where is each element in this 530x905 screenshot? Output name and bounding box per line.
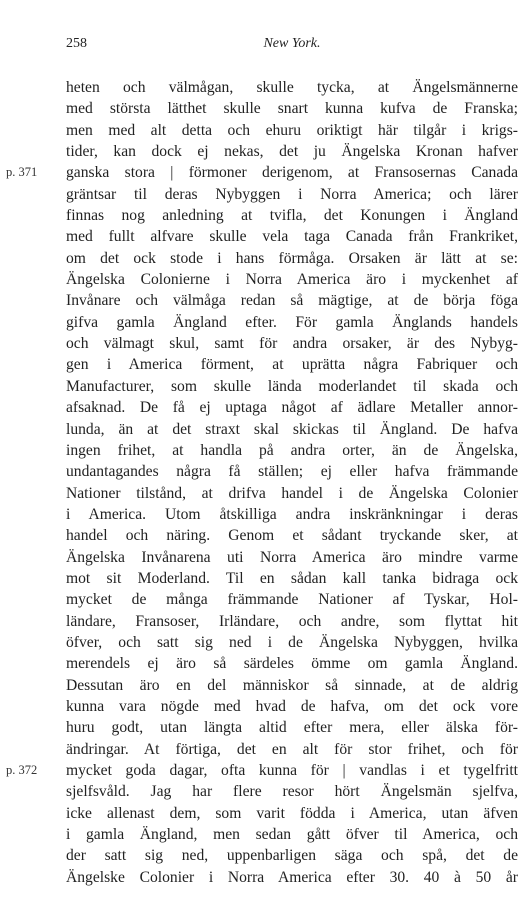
line-text: ländare, Fransoser, Irländare, och andre, som flyttat hit (66, 612, 518, 630)
line-text: heten och välmågan, skulle tycka, at Ängelsmännerne (66, 79, 518, 96)
line-text: och välmagt skul, samt för andra orsaker, är des Nybyg- (66, 335, 518, 353)
line-text: öfver, och satt sig ned i de Ängelska Nybyggen, hvilka (66, 633, 518, 651)
line-text: undantagandes några få ställen; ej eller hafva främmande (66, 463, 518, 481)
text-line (66, 845, 518, 866)
line-text: ganska stora | förmoner derigenom, at Fransosernas Canada (66, 164, 518, 182)
text-line (66, 675, 518, 696)
running-title: New York. (263, 36, 321, 51)
line-text: sjelfsvåld. Jag har flere resor hört Ängelsmän sjelfva, (66, 783, 518, 801)
text-line (66, 803, 518, 824)
line-text: mycket de många främmande Nationer af Tyskar, Hol- (66, 591, 518, 609)
line-text: om det ock stode i hans förmåga. Orsaken är lätt at se: (66, 249, 518, 267)
line-text: ingen frihet, at handla på andra orter, än de Ängelska, (66, 441, 518, 459)
line-text: med fullt alfvare skulle vela taga Canada från Frankriket, (66, 228, 518, 246)
text-line (66, 824, 518, 845)
body-text (6, 77, 518, 888)
line-text: i gamla Ängland, men sedan gått öfver til America, och (66, 826, 518, 844)
line-text: icke allenast dem, som varit födda i America, utan äfven (66, 804, 518, 822)
line-text: Invånare och välmåga redan så mägtige, at de börja föga (66, 292, 518, 310)
text-line (6, 162, 518, 183)
text-line (66, 632, 518, 653)
text-line (66, 867, 518, 888)
text-line (66, 440, 518, 461)
margin-page-reference: p. 371 (6, 165, 38, 180)
text-line (66, 696, 518, 717)
text-line (6, 760, 518, 781)
line-text: tider, kan dock ej nekas, det ju Ängelska Kronan hafver (66, 143, 518, 161)
text-line (66, 483, 518, 504)
line-text: huru godt, utan längta altid efter mera, eller älska för- (66, 719, 518, 737)
text-line (66, 525, 518, 546)
line-text: mycket goda dagar, ofta kunna för | vandlas i et tygelfritt (66, 762, 518, 779)
line-text: afsaknad. De få ej uptaga något af ädlare Metaller annor- (66, 399, 518, 417)
margin-page-reference: p. 372 (6, 763, 38, 777)
text-line (66, 354, 518, 375)
text-line (66, 419, 518, 440)
text-line (66, 717, 518, 738)
text-line (66, 611, 518, 632)
text-line (66, 120, 518, 141)
text-line (66, 376, 518, 397)
text-line (66, 312, 518, 333)
text-line (66, 397, 518, 418)
text-line (66, 739, 518, 760)
line-text: kunna vara nögde med hvad de hafva, om det ock vore (66, 697, 518, 715)
line-text: handel och näring. Genom et sådant tryckande sker, at (66, 527, 518, 545)
line-text: Ängelska Colonierne i Norra America äro i myckenhet af (66, 271, 518, 289)
text-line (66, 184, 518, 205)
line-text: lunda, än at det straxt skal skickas til Ängland. De hafva (66, 420, 518, 438)
line-text: med största lätthet skulle snart kunna kufva de Franska; (66, 100, 518, 118)
text-line (66, 290, 518, 311)
text-line (66, 141, 518, 162)
text-line (66, 568, 518, 589)
text-line (66, 461, 518, 482)
line-text: men med alt detta och ehuru oriktigt här tilgår i krigs- (66, 121, 518, 139)
text-line (66, 653, 518, 674)
text-line (66, 205, 518, 226)
text-line (66, 589, 518, 610)
page-number: 258 (66, 36, 87, 51)
line-text: Ängelska Invånarena uti Norra America äro mindre varme (66, 548, 518, 566)
line-text: Manufacturer, som skulle lända moderlandet til skada och (66, 377, 518, 395)
line-text: gräntsar til deras Nybyggen i Norra America; och lärer (66, 185, 518, 203)
line-text: der satt sig ned, uppenbarligen säga och spå, det de (66, 847, 518, 865)
page-header (66, 36, 518, 56)
line-text: finnas nog anledning at tvifla, det Konungen i Ängland (66, 207, 518, 225)
line-text: Ängelske Colonier i Norra America efter 30. 40 à 50 år (66, 868, 518, 886)
text-line (66, 77, 518, 98)
text-line (66, 248, 518, 269)
text-line (66, 333, 518, 354)
text-line (66, 269, 518, 290)
line-text: merendels ej äro så särdeles ömme om gamla Ängland. (66, 655, 518, 673)
line-text: ändringar. At förtiga, det en alt för stor frihet, och för (66, 740, 518, 758)
text-line (66, 504, 518, 525)
line-text: Nationer tilstånd, at drifva handel i de Ängelska Colonier (66, 484, 518, 502)
line-text: gifva gamla Ängland efter. För gamla Änglands handels (66, 313, 518, 331)
line-text: mot sit Moderland. Til en sådan kall tanka bidraga ock (66, 569, 518, 587)
text-line (66, 226, 518, 247)
line-text: gen i America förment, at uprätta några Fabriquer och (66, 356, 518, 374)
text-line (66, 547, 518, 568)
line-text: Dessutan äro en del människor så sinnade, at de aldrig (66, 676, 518, 694)
text-line (66, 98, 518, 119)
text-line (66, 781, 518, 802)
line-text: i America. Utom åtskilliga andra inskränkningar i deras (66, 505, 518, 523)
